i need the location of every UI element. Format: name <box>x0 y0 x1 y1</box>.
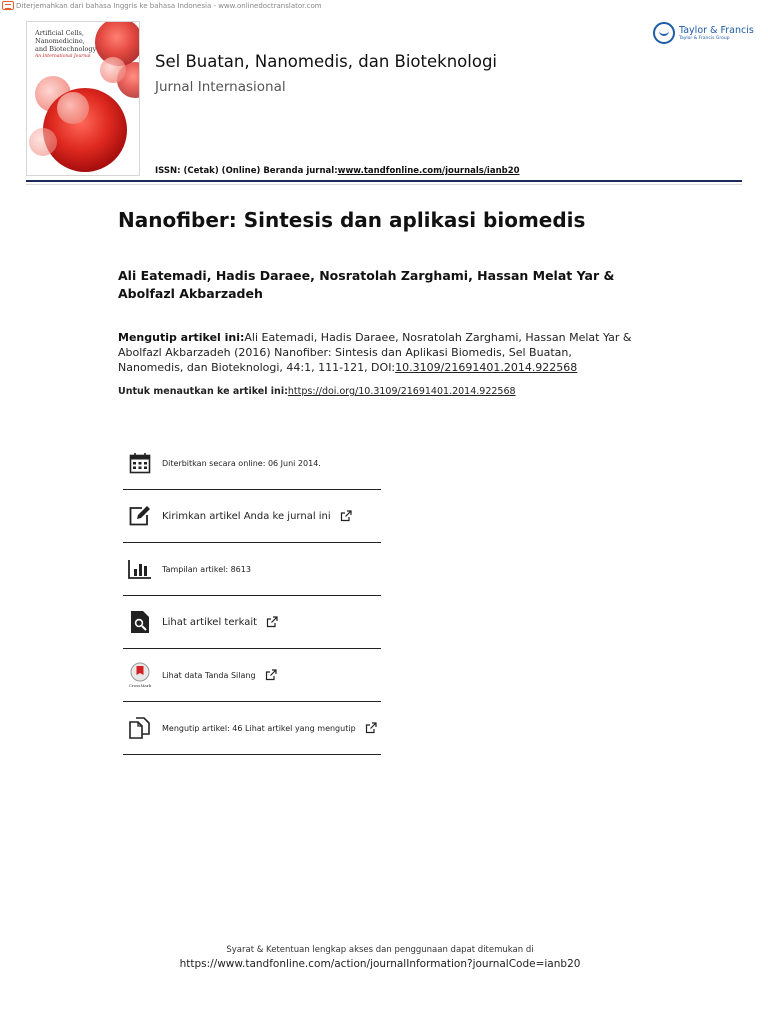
publisher-group: Taylor & Francis Group <box>679 35 730 41</box>
citation-label: Mengutip artikel ini: <box>118 331 245 344</box>
external-link-icon <box>340 510 352 522</box>
search-document-icon <box>127 609 153 635</box>
permalink-label: Untuk menautkan ke artikel ini: <box>118 386 288 397</box>
permalink-line <box>118 385 678 398</box>
related-articles-label: Lihat artikel terkait <box>162 616 258 628</box>
bar-chart-icon <box>127 556 153 582</box>
header-divider-secondary <box>26 184 742 185</box>
journal-subtitle: Jurnal Internasional <box>155 79 286 95</box>
crossmark-link[interactable] <box>123 649 381 702</box>
calendar-icon <box>127 450 153 476</box>
citation-block <box>118 330 638 375</box>
external-link-icon <box>365 722 377 734</box>
issn-prefix: ISSN: (Cetak) (Online) Beranda jurnal: <box>155 166 338 176</box>
journal-title[interactable]: Sel Buatan, Nanomedis, dan Bioteknologi <box>155 52 497 71</box>
translator-icon <box>2 1 14 10</box>
article-authors: Ali Eatemadi, Hadis Daraee, Nosratolah Zarghami, Hassan Melat Yar & Abolfazl Akbarzadeh <box>118 268 615 301</box>
publisher-logo-icon <box>653 22 675 44</box>
header-divider <box>26 180 742 182</box>
publisher-logo[interactable] <box>653 22 754 44</box>
journal-cover <box>26 21 140 176</box>
cover-subtitle: An International Journal <box>35 54 91 59</box>
publisher-name: Taylor & Francis <box>679 24 754 36</box>
svg-text:CrossMark: CrossMark <box>128 683 152 688</box>
published-online-row <box>123 437 381 490</box>
citation-doi-link[interactable]: 10.3109/21691401.2014.922568 <box>395 361 578 374</box>
crossmark-icon <box>127 662 153 688</box>
permalink-url[interactable]: https://doi.org/10.3109/21691401.2014.922568 <box>287 386 516 397</box>
article-links-list <box>123 437 381 755</box>
article-title: Nanofiber: Sintesis dan aplikasi biomedis <box>118 208 586 232</box>
article-views-label: Tampilan artikel: 8613 <box>162 564 251 574</box>
journal-homepage-link[interactable]: www.tandfonline.com/journals/ianb20 <box>337 166 520 176</box>
article-views-row <box>123 543 381 596</box>
footer-terms-text: Syarat & Ketentuan lengkap akses dan penggunaan dapat ditemukan di <box>226 945 534 955</box>
citing-articles-icon <box>127 715 153 741</box>
translator-banner[interactable] <box>2 0 322 11</box>
submit-article-link[interactable] <box>123 490 381 543</box>
crossmark-label: Lihat data Tanda Silang <box>162 670 256 680</box>
translator-text: Diterjemahkan dari bahasa Inggris ke bahasa Indonesia - www.onlinedoctranslator.com <box>16 1 322 10</box>
external-link-icon <box>265 669 277 681</box>
external-link-icon <box>266 616 278 628</box>
footer-terms-link[interactable]: https://www.tandfonline.com/action/journalInformation?journalCode=ianb20 <box>179 958 581 970</box>
submit-article-label: Kirimkan artikel Anda ke jurnal ini <box>162 510 331 522</box>
cover-title: Artificial Cells, Nanomedicine, and Biotechnology <box>35 29 97 53</box>
citing-articles-link[interactable] <box>123 702 381 755</box>
citing-articles-label: Mengutip artikel: 46 Lihat artikel yang mengutip <box>162 723 356 733</box>
related-articles-link[interactable] <box>123 596 381 649</box>
citation-text: Ali Eatemadi, Hadis Daraee, Nosratolah Zarghami, Hassan Melat Yar & Abolfazl Akbarzadeh (2016) Nanofiber: Sintesis dan Aplikasi Biomedis, Sel Buatan, Nanomedis, dan Bioteknologi, 44:1, 111-121, DOI: <box>118 331 632 374</box>
published-online-label: Diterbitkan secara online: 06 Juni 2014. <box>162 458 321 468</box>
issn-line <box>155 166 520 176</box>
edit-icon <box>127 503 153 529</box>
